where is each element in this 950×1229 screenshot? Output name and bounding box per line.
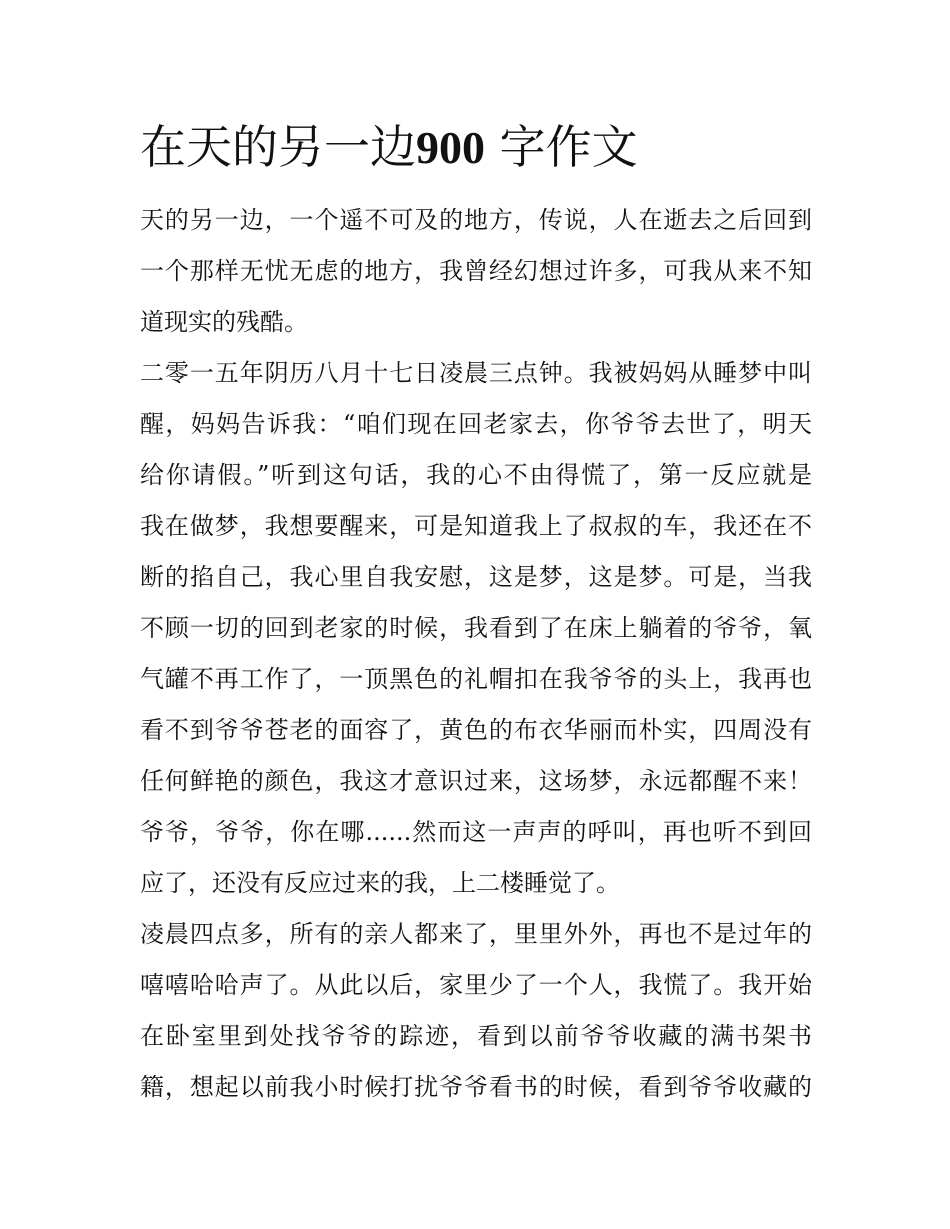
text-line: 一个那样无忧无虑的地方，我曾经幻想过许多，可我从来不知 <box>140 257 812 285</box>
title-suffix: 字作文 <box>499 120 638 174</box>
text-line: 籍，想起以前我小时候打扰爷爷看书的时候，看到爷爷收藏的 <box>140 1073 812 1101</box>
text-line: 在卧室里到处找爷爷的踪迹，看到以前爷爷收藏的满书架书 <box>140 1022 812 1050</box>
text-line: 道现实的残酷。 <box>140 308 308 336</box>
text-line: 不顾一切的回到老家的时候，我看到了在床上躺着的爷爷，氧 <box>140 614 812 642</box>
text-line: 凌晨四点多，所有的亲人都来了，里里外外，再也不是过年的 <box>140 920 812 948</box>
text-line: 任何鲜艳的颜色，我这才意识过来，这场梦，永远都醒不来！ <box>140 767 812 795</box>
text-line: 二零一五年阴历八月十七日凌晨三点钟。我被妈妈从睡梦中叫 <box>140 359 812 387</box>
text-line: 给你请假。”听到这句话，我的心不由得慌了，第一反应就是 <box>140 461 812 489</box>
title-number: 900 <box>416 122 485 173</box>
text-line: 天的另一边，一个遥不可及的地方，传说，人在逝去之后回到 <box>140 206 812 234</box>
text-line: 气罐不再工作了，一顶黑色的礼帽扣在我爷爷的头上，我再也 <box>140 665 812 693</box>
text-line: 我在做梦，我想要醒来，可是知道我上了叔叔的车，我还在不 <box>140 512 812 540</box>
title-prefix: 在天的另一边 <box>140 120 416 174</box>
paragraph-2 <box>140 348 812 909</box>
text-line: 应了，还没有反应过来的我，上二楼睡觉了。 <box>140 869 620 897</box>
text-line: 爷爷，爷爷，你在哪......然而这一声声的呼叫，再也听不到回 <box>140 818 812 846</box>
essay-body <box>140 195 812 1113</box>
text-line: 看不到爷爷苍老的面容了，黄色的布衣华丽而朴实，四周没有 <box>140 716 812 744</box>
text-line: 断的掐自己，我心里自我安慰，这是梦，这是梦。可是，当我 <box>140 563 812 591</box>
paragraph-1 <box>140 195 812 348</box>
document-title <box>140 112 812 183</box>
document-content <box>140 112 812 1113</box>
text-line: 醒，妈妈告诉我：“咱们现在回老家去，你爷爷去世了，明天 <box>140 410 812 438</box>
paragraph-3 <box>140 909 812 1113</box>
text-line: 嘻嘻哈哈声了。从此以后，家里少了一个人，我慌了。我开始 <box>140 971 812 999</box>
